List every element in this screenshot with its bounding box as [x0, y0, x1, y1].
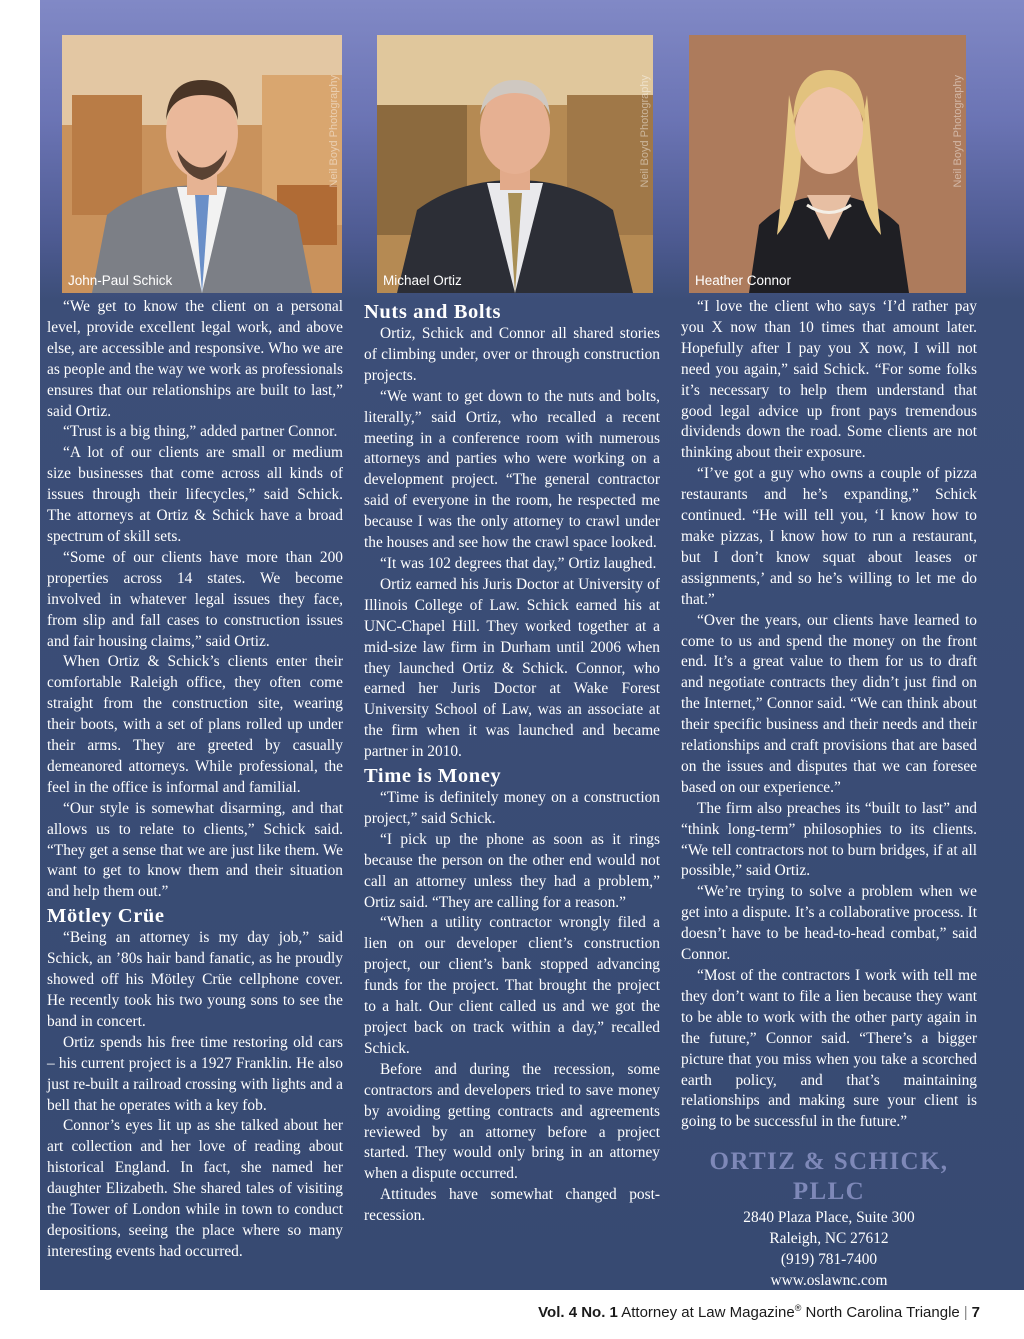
portrait-image: [377, 35, 653, 293]
paragraph: The firm also preaches its “built to last” and “think long-term” philosophies to its clients. “We tell contractors not to burn bridges, if at all possible,” said Ortiz.: [681, 799, 977, 880]
section-heading: Mötley Crüe: [47, 905, 165, 928]
section-heading: Nuts and Bolts: [364, 301, 502, 323]
photo-credit: Neil Boyd Photography: [328, 75, 340, 188]
paragraph: “Over the years, our clients have learned to come to us and spend the money on the front end. It’s a great value to them for us to draft and negotiate contracts they didn’t just find on the Internet,” Connor said. “We can think about their specific business and their needs and their relationships and craft provisions that are based on the issues and disputes that we can foresee based on our experience.”: [681, 611, 977, 796]
photo-caption: John-Paul Schick: [68, 273, 173, 288]
paragraph: “When a utility contractor wrongly filed a lien on our developer client’s construction project, our client’s bank stopped advancing funds for the project. That brought the project to a halt. Our client called us and we got the project back on track within a day,” recalled Schick.: [364, 914, 660, 1057]
paragraph: “It was 102 degrees that day,” Ortiz laughed.: [380, 554, 657, 572]
article-column-2: [364, 299, 660, 1227]
paragraph: “Being an attorney is my day job,” said Schick, an ’80s hair band fanatic, as he proudly showed off his Mötley Crüe cellphone cover. He recently took his two young sons to see the band in concert.: [47, 929, 343, 1030]
paragraph: Ortiz spends his free time restoring old cars – his current project is a 1927 Franklin. He also just re-built a railroad crossing with lights and a bell that he operates with a key fob.: [47, 1033, 343, 1114]
paragraph: Attitudes have somewhat changed post-recession.: [364, 1186, 660, 1225]
section-heading: Time is Money: [364, 765, 502, 788]
paragraph: Connor’s eyes lit up as she talked about her art collection and her love of reading about historical England. In fact, she named her daughter Elizabeth. She shared tales of visiting the Tower of London while in town to conduct depositions, seeing the place where so many interesting events had occurred.: [47, 1117, 343, 1260]
paragraph: Ortiz earned his Juris Doctor at University of Illinois College of Law. Schick earned his at UNC-Chapel Hill. They worked together at a mid-size law firm in Durham until 2006 when they launched Ortiz & Schick. Connor, who earned her Juris Doctor at Wake Forest University School of Law, was an associate at the firm when it was launched and became partner in 2010.: [364, 575, 660, 761]
page-footer: [538, 1303, 980, 1321]
photo-caption: Michael Ortiz: [383, 273, 462, 288]
registered-mark: ®: [794, 1303, 802, 1313]
photo-michael-ortiz: [377, 35, 653, 293]
paragraph: “Most of the contractors I work with tell me they don’t want to file a lien because they want to be able to work with the other party again in the future,” Connor said. “There’s a bigger picture that you miss when you take a scorched earth policy, and that’s maintaining relationships and making sure your client is going to be successful in the future.”: [681, 967, 977, 1131]
portrait-image: [689, 35, 966, 293]
photo-heather-connor: [689, 35, 966, 293]
paragraph: “We want to get down to the nuts and bolts, literally,” said Ortiz, who recalled a recent meeting in a conference room with numerous attorneys and parties who were working on a development project. “The general contractor said of everyone in the room, he respected me because I was the only attorney to crawl under the houses and see how the crawl space looked.: [364, 387, 660, 552]
firm-contact-block: [681, 1147, 977, 1291]
firm-phone: (919) 781-7400: [780, 1251, 878, 1269]
paragraph: Ortiz, Schick and Connor all shared stories of climbing under, over or through construction projects.: [364, 325, 660, 384]
paragraph: “Our style is somewhat disarming, and that allows us to relate to clients,” Schick said. “They get a sense that we are just like them. We want to get to know them and their situation and help them out.”: [47, 799, 343, 901]
paragraph: “Trust is a big thing,” added partner Connor.: [63, 423, 338, 441]
issue-label: Vol. 4 No. 1: [538, 1304, 618, 1321]
paragraph: “We’re trying to solve a problem when we get into a dispute. It’s a collaborative process. It doesn’t have to be head-to-head combat,” said Connor.: [681, 883, 977, 964]
paragraph: “I love the client who says ‘I’d rather pay you X now than 10 times that amount later. Hopefully after I pay you X now, I will not need you again,” said Schick. “For some folks it’s necessary to help them understand that good legal advice up front pays tremendous dividends down the road. Some clients are not thinking about their exposure.: [681, 298, 977, 462]
photo-credit: Neil Boyd Photography: [639, 75, 651, 188]
paragraph: “Time is definitely money on a construction project,” said Schick.: [364, 789, 660, 827]
paragraph: “Some of our clients have more than 200 properties across 14 states. We become involved in whatever legal issues they face, from slip and fall cases to construction issues and fair housing claims,” said Ortiz.: [47, 548, 343, 650]
region-name: North Carolina Triangle: [805, 1304, 960, 1321]
paragraph: “We get to know the client on a personal level, provide excellent legal work, and above else, are accessible and responsive. Who we are as people and the way we work as professionals ensures that our relationships are built to last,” said Ortiz.: [47, 298, 343, 420]
photo-john-paul-schick: [62, 35, 342, 293]
magazine-name: Attorney at Law Magazine: [621, 1304, 795, 1321]
portrait-image: [62, 35, 342, 293]
paragraph: When Ortiz & Schick’s clients enter their comfortable Raleigh office, they often come straight from the construction site, wearing their boots, with a set of plans rolled up under their arms. They are greeted by casually demeanored attorneys. While professional, the feel in the office is informal and familial.: [47, 653, 343, 796]
firm-name: ORTIZ & SCHICK, PLLC: [709, 1148, 949, 1206]
firm-address-line-2: Raleigh, NC 27612: [769, 1230, 889, 1248]
photo-caption: Heather Connor: [695, 273, 792, 288]
paragraph: “I pick up the phone as soon as it rings because the person on the other end would not call an attorney unless they had a problem,” Ortiz said. “They are calling for a reason.”: [364, 830, 660, 911]
firm-website[interactable]: www.oslawnc.com: [770, 1272, 888, 1290]
paragraph: “A lot of our clients are small or medium size businesses that come across all kinds of issues through their lifecycles,” said Schick. The attorneys at Ortiz & Schick have a broad spectrum of skill sets.: [47, 444, 343, 545]
page-number: 7: [971, 1304, 980, 1321]
photo-credit: Neil Boyd Photography: [952, 75, 964, 188]
paragraph: Before and during the recession, some contractors and developers tried to save money by avoiding getting contracts and agreements reviewed by an attorney before a project started. They would only bring in an attorney when a dispute occurred.: [364, 1060, 660, 1183]
article-column-1: [47, 297, 343, 1263]
paragraph: “I’ve got a guy who owns a couple of pizza restaurants and he’s expanding,” Schick continued. “He will tell you, ‘I know how to make pizzas, I know how to run a restaurant, but I don’t know squat about leases or assignments,’ and so he’s willing to let me do that.”: [681, 465, 977, 608]
footer-divider: |: [963, 1304, 968, 1321]
firm-address-line-1: 2840 Plaza Place, Suite 300: [743, 1209, 915, 1227]
article-column-3: [681, 297, 977, 1291]
